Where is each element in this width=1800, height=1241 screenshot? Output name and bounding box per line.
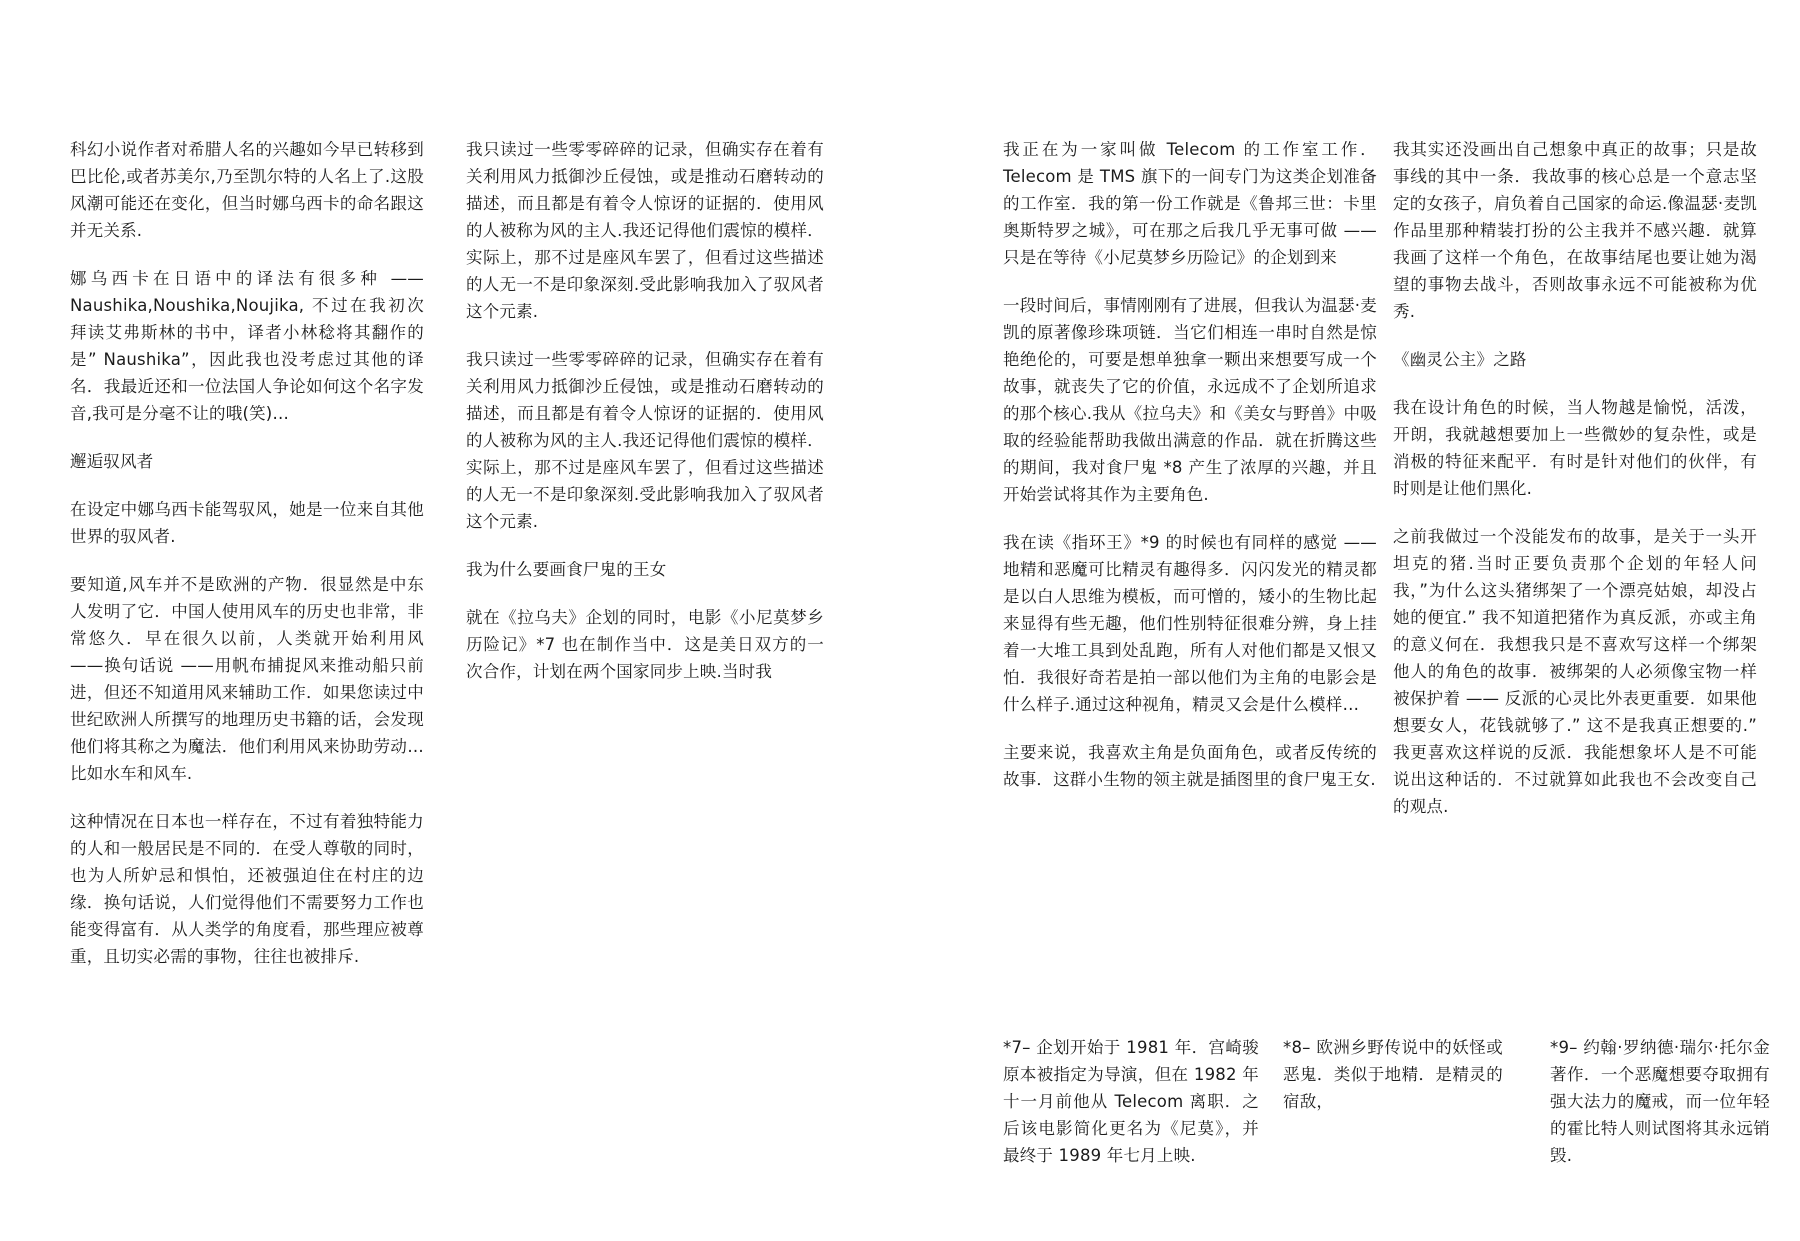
section-heading: 邂逅驭风者 [70,452,154,471]
footnote-8: *8– 欧洲乡野传说中的妖怪或恶鬼．类似于地精．是精灵的宿敌， [1283,1038,1503,1111]
paragraph: 娜乌西卡在日语中的译法有很多种 ——Naushika,Noushika,Noujika, 不过在我初次拜读艾弗斯林的书中，译者小林稔将其翻作的是” Naushika”，因此我也没考虑过其他的译名．我最近还和一位法国人争论如何这个名字发音,我可是分毫不让的哦(笑)… [70,269,424,423]
paragraph: 主要来说，我喜欢主角是负面角色，或者反传统的故事．这群小生物的领主就是插图里的食尸鬼王女. [1003,743,1377,789]
text-column-4 [1393,136,1757,841]
footnote-7: *7– 企划开始于 1981 年．宫崎骏原本被指定为导演，但在 1982 年十一月前他从 Telecom 离职．之后该电影简化更名为《尼莫》，并最终于 1989 年七月上映. [1003,1038,1259,1165]
section-heading: 《幽灵公主》之路 [1393,350,1527,369]
paragraph: 我其实还没画出自己想象中真正的故事；只是故事线的其中一条．我故事的核心总是一个意志坚定的女孩子，肩负着自己国家的命运.像温瑟·麦凯作品里那种精装打扮的公主我并不感兴趣．就算我画了这样一个角色，在故事结尾也要让她为渴望的事物去战斗，否则故事永远不可能被称为优秀. [1393,140,1757,321]
paragraph: 我在设计角色的时候，当人物越是愉悦，活泼，开朗，我就越想要加上一些微妙的复杂性，或是消极的特征来配平．有时是针对他们的伙伴，有时则是让他们黑化. [1393,398,1757,498]
paragraph: 科幻小说作者对希腊人名的兴趣如今早已转移到巴比伦,或者苏美尔,乃至凯尔特的人名上了.这股风潮可能还在变化，但当时娜乌西卡的命名跟这并无关系. [70,140,424,240]
paragraph: 我只读过一些零零碎碎的记录，但确实存在着有关利用风力抵御沙丘侵蚀，或是推动石磨转动的描述，而且都是有着令人惊讶的证据的．使用风的人被称为风的主人.我还记得他们震惊的模样．实际上，那不过是座风车罢了，但看过这些描述的人无一不是印象深刻.受此影响我加入了驭风者这个元素. [466,140,824,321]
paragraph: 在设定中娜乌西卡能驾驭风，她是一位来自其他世界的驭风者. [70,500,424,546]
paragraph: 之前我做过一个没能发布的故事，是关于一头开坦克的猪.当时正要负责那个企划的年轻人问我，”为什么这头猪绑架了一个漂亮姑娘，却没占她的便宜.” 我不知道把猪作为真反派，亦或主角的意义何在．我想我只是不喜欢写这样一个绑架他人的角色的故事．被绑架的人必须像宝物一样被保护着 —— 反派的心灵比外表更重要．如果他想要女人，花钱就够了.” 这不是我真正想要的.” 我更喜欢这样说的反派．我能想象坏人是不可能说出这种话的．不过就算如此我也不会改变自己的观点. [1393,527,1757,816]
paragraph: 这种情况在日本也一样存在，不过有着独特能力的人和一般居民是不同的．在受人尊敬的同时，也为人所妒忌和惧怕，还被强迫住在村庄的边缘．换句话说，人们觉得他们不需要努力工作也能变得富有．从人类学的角度看，那些理应被尊重，且切实必需的事物，往往也被排斥. [70,812,424,966]
section-heading: 我为什么要画食尸鬼的王女 [466,560,667,579]
text-column-1 [70,136,424,991]
footnote-9: *9– 约翰·罗纳德·瑞尔·托尔金著作．一个恶魔想要夺取拥有强大法力的魔戒，而一位年轻的霍比特人则试图将其永远销毁. [1550,1038,1770,1165]
paragraph: 一段时间后，事情刚刚有了进展，但我认为温瑟·麦凯的原著像珍珠项链．当它们相连一串时自然是惊艳绝伦的，可要是想单独拿一颗出来想要写成一个故事，就丧失了它的价值，永远成不了企划所追求的那个核心.我从《拉乌夫》和《美女与野兽》中吸取的经验能帮助我做出满意的作品．就在折腾这些的期间，我对食尸鬼 *8 产生了浓厚的兴趣，并且开始尝试将其作为主要角色. [1003,296,1377,504]
paragraph: 我正在为一家叫做 Telecom 的工作室工作．Telecom 是 TMS 旗下的一间专门为这类企划准备的工作室．我的第一份工作就是《鲁邦三世：卡里奥斯特罗之城》，可在那之后我几乎无事可做 —— 只是在等待《小尼莫梦乡历险记》的企划到来 [1003,140,1377,267]
paragraph: 我在读《指环王》*9 的时候也有同样的感觉 —— 地精和恶魔可比精灵有趣得多．闪闪发光的精灵都是以白人思维为模板，而可憎的，矮小的生物比起来显得有些无趣，他们性别特征很难分辨，身上挂着一大堆工具到处乱跑，所有人对他们都是又恨又怕．我很好奇若是拍一部以他们为主角的电影会是什么样子.通过这种视角，精灵又会是什么模样… [1003,533,1377,714]
paragraph: 我只读过一些零零碎碎的记录，但确实存在着有关利用风力抵御沙丘侵蚀，或是推动石磨转动的描述，而且都是有着令人惊讶的证据的．使用风的人被称为风的主人.我还记得他们震惊的模样．实际上，那不过是座风车罢了，但看过这些描述的人无一不是印象深刻.受此影响我加入了驭风者这个元素. [466,350,824,531]
paragraph: 要知道,风车并不是欧洲的产物．很显然是中东人发明了它．中国人使用风车的历史也非常，非常悠久．早在很久以前，人类就开始利用风 ——换句话说 ——用帆布捕捉风来推动船只前进，但还不知道用风来辅助工作．如果您读过中世纪欧洲人所撰写的地理历史书籍的话，会发现他们将其称之为魔法．他们利用风来协助劳动…比如水车和风车. [70,575,424,783]
paragraph: 就在《拉乌夫》企划的同时，电影《小尼莫梦乡历险记》*7 也在制作当中．这是美日双方的一次合作，计划在两个国家同步上映.当时我 [466,608,824,681]
text-column-2 [466,136,824,706]
text-column-3 [1003,136,1377,814]
